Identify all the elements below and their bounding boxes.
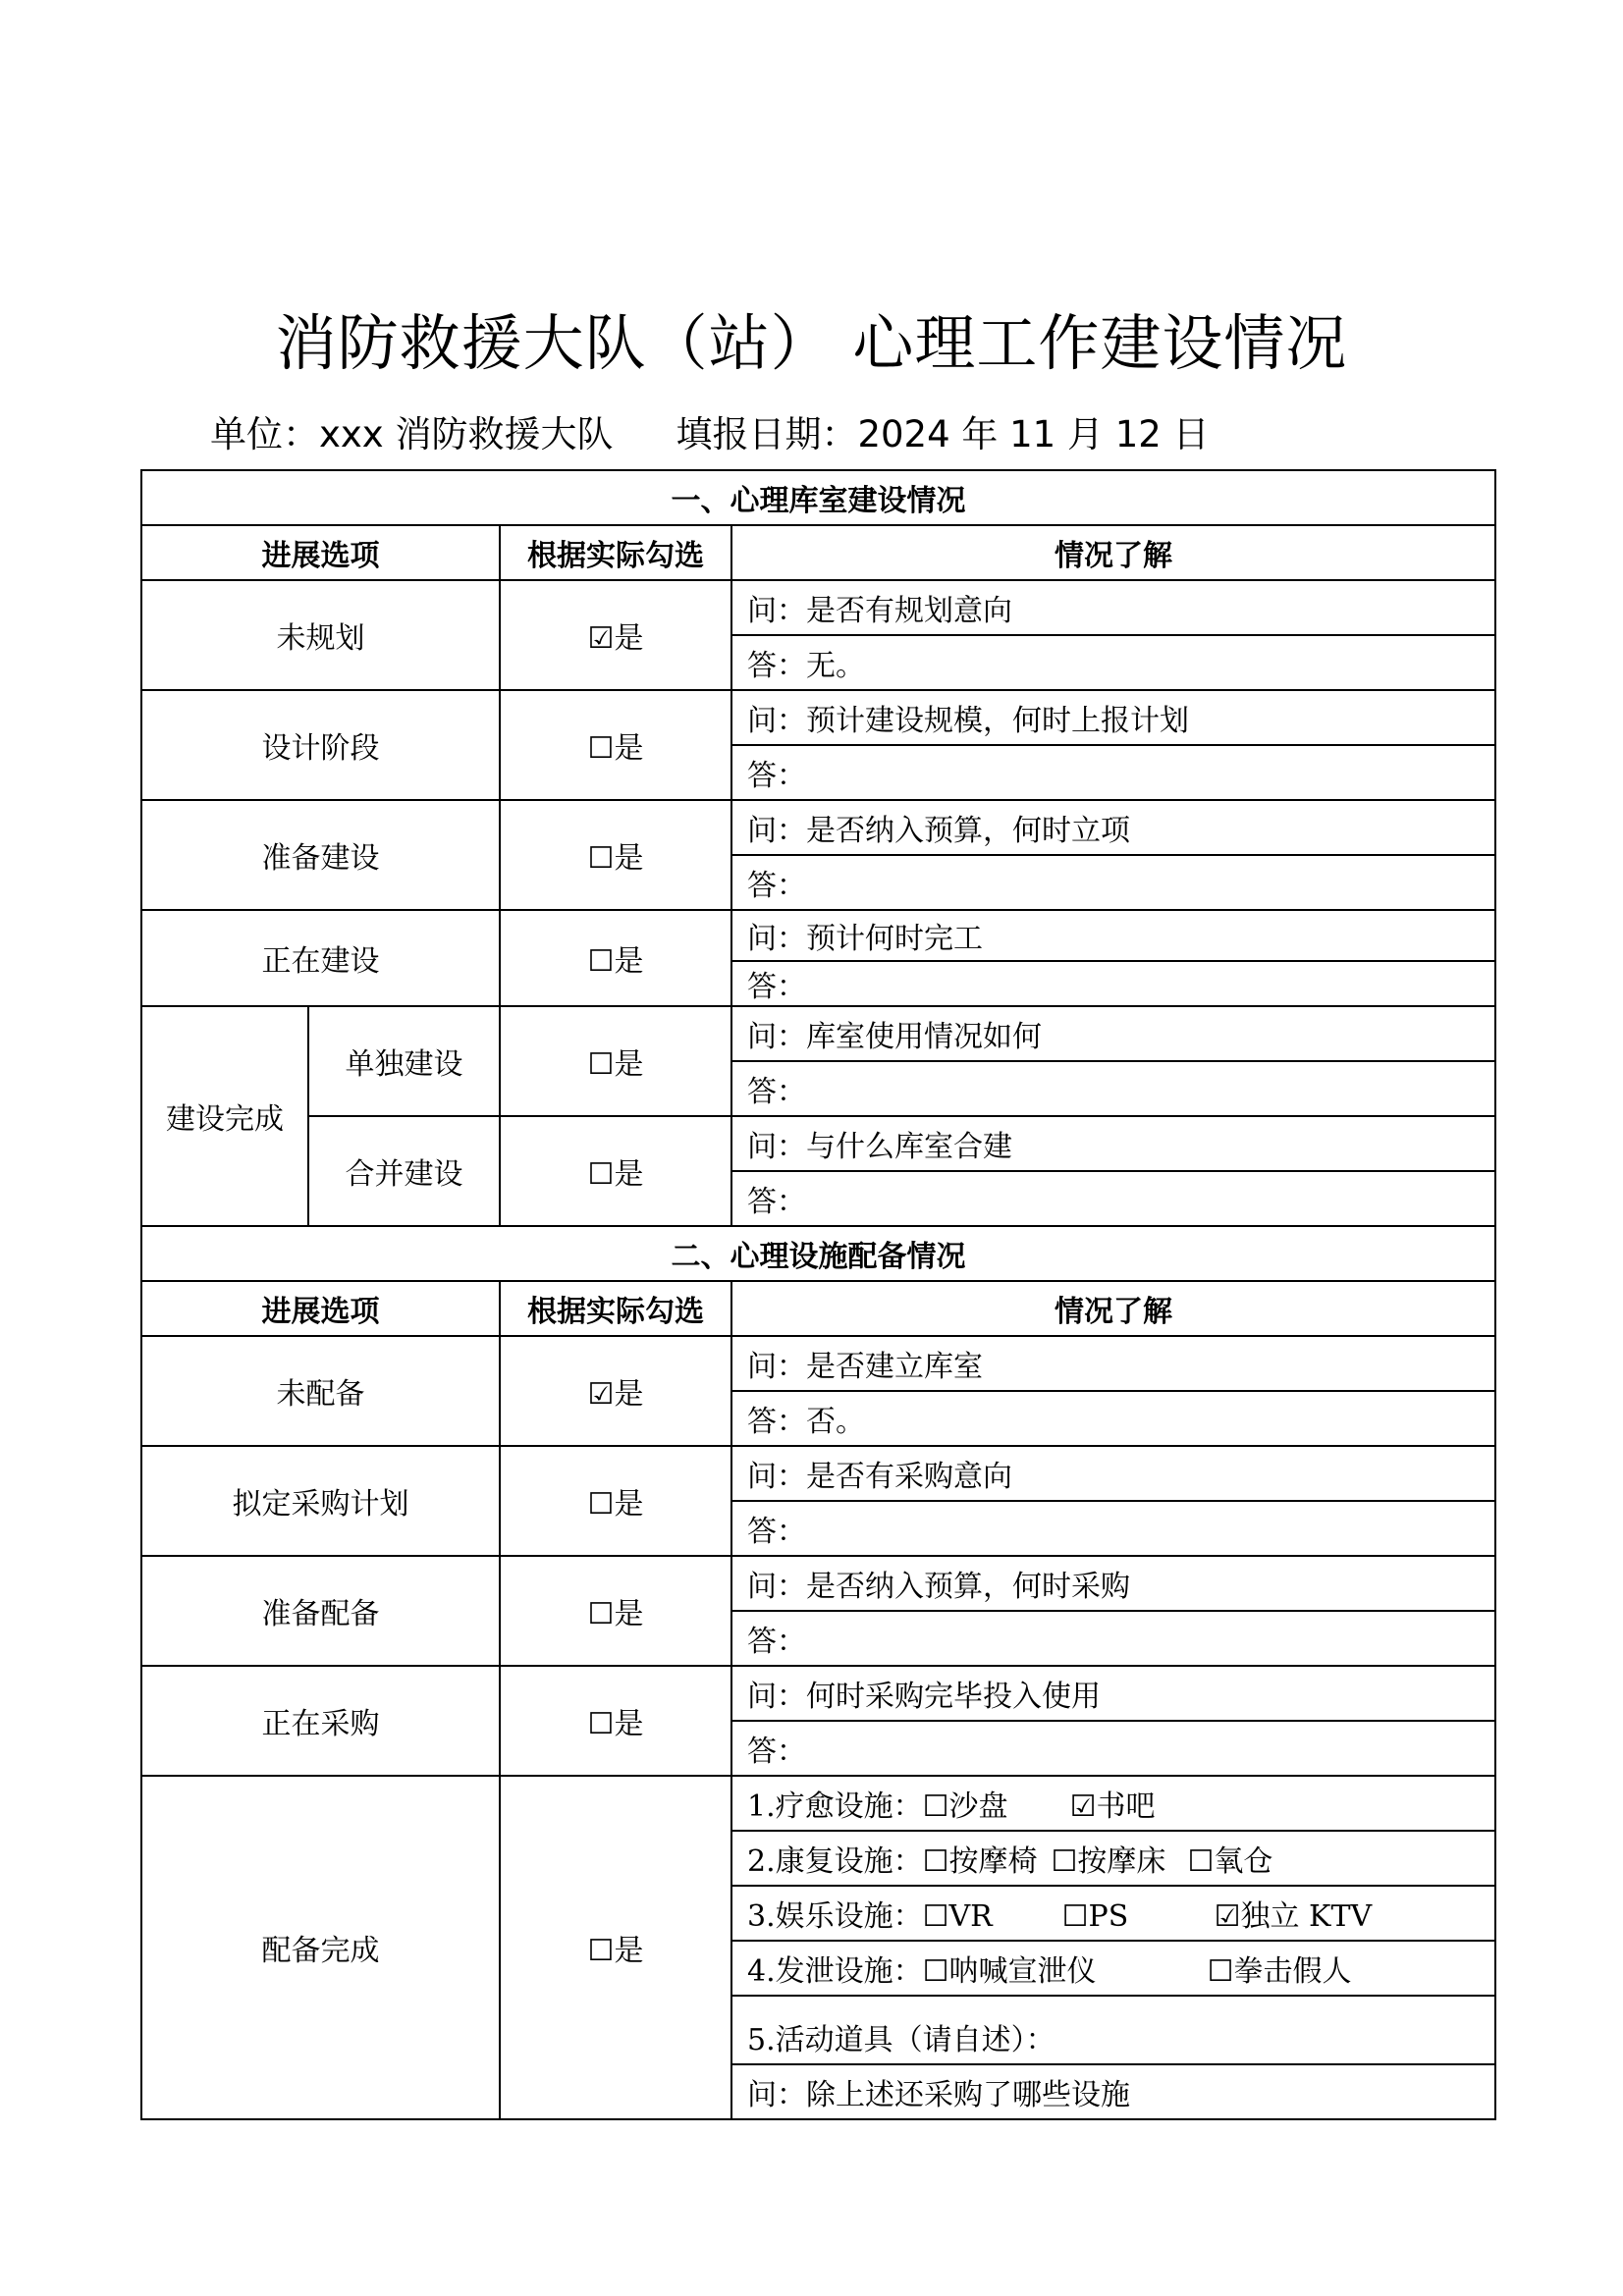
question-text: 问：与什么库室合建 [731, 1116, 1495, 1171]
question-text: 问：除上述还采购了哪些设施 [731, 2064, 1495, 2119]
facility-option[interactable]: ☐PS [1061, 1899, 1129, 1934]
facility-option[interactable]: ☐按摩床 [1051, 1844, 1166, 1879]
date-label: 填报日期：2024 年 11 月 12 日 [676, 413, 1210, 455]
checkbox-yes[interactable]: ☐是 [500, 1116, 731, 1226]
option-label: 正在建设 [141, 910, 500, 1006]
column-header: 进展选项 [141, 525, 500, 580]
column-header: 根据实际勾选 [500, 525, 731, 580]
facility-option[interactable]: ☐VR [922, 1899, 993, 1934]
facility-line [731, 1941, 1495, 1996]
question-text: 问：预计建设规模，何时上报计划 [731, 690, 1495, 745]
option-label: 建设完成 [141, 1006, 308, 1226]
sub-option-label: 合并建设 [308, 1116, 500, 1226]
question-text: 问：是否纳入预算，何时采购 [731, 1556, 1495, 1611]
section-heading: 一、心理库室建设情况 [141, 470, 1495, 525]
answer-field[interactable]: 答： [731, 1061, 1495, 1116]
option-label: 准备建设 [141, 800, 500, 910]
answer-field[interactable]: 答：无。 [731, 635, 1495, 690]
survey-table [140, 469, 1496, 2120]
facility-line [731, 1886, 1495, 1941]
form-meta [210, 404, 1210, 457]
checkbox-yes[interactable]: ☐是 [500, 1556, 731, 1666]
answer-field[interactable]: 答： [731, 855, 1495, 910]
option-label: 拟定采购计划 [141, 1446, 500, 1556]
checkbox-yes[interactable]: ☐是 [500, 690, 731, 800]
facility-option[interactable]: ☑独立 KTV [1214, 1899, 1373, 1934]
facility-prefix: 4.发泄设施： [747, 1954, 923, 1989]
question-text: 问：是否有采购意向 [731, 1446, 1495, 1501]
answer-field[interactable]: 答： [731, 1721, 1495, 1776]
column-header: 进展选项 [141, 1281, 500, 1336]
question-text: 问：是否有规划意向 [731, 580, 1495, 635]
facility-option[interactable]: ☐沙盘 [922, 1789, 1008, 1824]
option-label: 配备完成 [141, 1776, 500, 2119]
facility-prefix: 2.康复设施： [747, 1844, 923, 1879]
facility-option[interactable]: ☐拳击假人 [1207, 1954, 1352, 1989]
option-label: 未规划 [141, 580, 500, 690]
option-label: 准备配备 [141, 1556, 500, 1666]
checkbox-yes[interactable]: ☐是 [500, 1666, 731, 1776]
option-label: 正在采购 [141, 1666, 500, 1776]
column-header: 情况了解 [731, 525, 1495, 580]
answer-field[interactable]: 答： [731, 1501, 1495, 1556]
section-heading: 二、心理设施配备情况 [141, 1226, 1495, 1281]
facility-option[interactable]: ☐氧仓 [1187, 1844, 1273, 1879]
checkbox-yes[interactable]: ☑是 [500, 580, 731, 690]
question-text: 问：是否建立库室 [731, 1336, 1495, 1391]
checkbox-yes[interactable]: ☐是 [500, 1446, 731, 1556]
question-text: 问：何时采购完毕投入使用 [731, 1666, 1495, 1721]
option-label: 未配备 [141, 1336, 500, 1446]
checkbox-yes[interactable]: ☑是 [500, 1336, 731, 1446]
facility-line [731, 1776, 1495, 1831]
question-text: 问：库室使用情况如何 [731, 1006, 1495, 1061]
facility-prefix: 3.娱乐设施： [747, 1899, 923, 1934]
facility-line [731, 1831, 1495, 1886]
answer-field[interactable]: 答： [731, 1171, 1495, 1226]
facility-option[interactable]: ☐呐喊宣泄仪 [922, 1954, 1097, 1989]
facility-prefix: 1.疗愈设施： [747, 1789, 923, 1824]
checkbox-yes[interactable]: ☐是 [500, 910, 731, 1006]
checkbox-yes[interactable]: ☐是 [500, 1006, 731, 1116]
checkbox-yes[interactable]: ☐是 [500, 1776, 731, 2119]
question-text: 问：是否纳入预算，何时立项 [731, 800, 1495, 855]
question-text: 问：预计何时完工 [731, 910, 1495, 961]
unit-label: 单位：xxx 消防救援大队 [210, 413, 614, 455]
answer-field[interactable]: 答： [731, 1611, 1495, 1666]
column-header: 情况了解 [731, 1281, 1495, 1336]
free-text-field[interactable]: 5.活动道具（请自述）： [731, 1996, 1495, 2064]
checkbox-yes[interactable]: ☐是 [500, 800, 731, 910]
answer-field[interactable]: 答： [731, 961, 1495, 1006]
answer-field[interactable]: 答： [731, 745, 1495, 800]
facility-option[interactable]: ☐按摩椅 [922, 1844, 1038, 1879]
facility-option[interactable]: ☑书吧 [1069, 1789, 1156, 1824]
page-title: 消防救援大队（站） 心理工作建设情况 [275, 307, 1348, 379]
option-label: 设计阶段 [141, 690, 500, 800]
column-header: 根据实际勾选 [500, 1281, 731, 1336]
answer-field[interactable]: 答：否。 [731, 1391, 1495, 1446]
sub-option-label: 单独建设 [308, 1006, 500, 1116]
